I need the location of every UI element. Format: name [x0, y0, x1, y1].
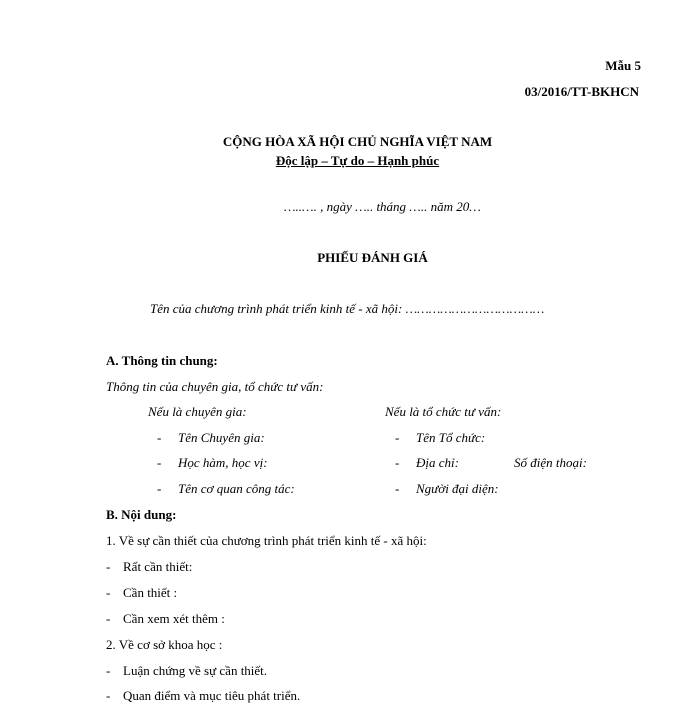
- motto: Độc lập – Tự do – Hạnh phúc: [275, 153, 440, 168]
- section-b-item-1: 1. Về sự cần thiết của chương trình phát triển kinh tế - xã hội:: [106, 533, 427, 548]
- option-goals: Quan điểm và mục tiêu phát triển.: [123, 688, 301, 703]
- option-rationale: Luận chứng về sự cần thiết.: [123, 663, 268, 678]
- form-title: PHIẾU ĐÁNH GIÁ: [317, 250, 428, 265]
- list-bullet: -: [106, 585, 111, 600]
- list-bullet: -: [106, 663, 111, 678]
- section-b-heading: B. Nội dung:: [106, 507, 177, 522]
- expert-workplace-field: Tên cơ quan công tác:: [178, 481, 295, 496]
- org-representative-field: Người đại diện:: [416, 481, 499, 496]
- list-bullet: -: [395, 455, 400, 470]
- list-bullet: -: [395, 481, 400, 496]
- section-a-intro: Thông tin của chuyên gia, tổ chức tư vấn:: [106, 379, 324, 394]
- org-name-field: Tên Tổ chức:: [416, 430, 486, 445]
- option-review-further: Cần xem xét thêm :: [123, 611, 225, 626]
- list-bullet: -: [157, 481, 162, 496]
- expert-name-field: Tên Chuyên gia:: [178, 430, 265, 445]
- org-phone-field: Số điện thoại:: [514, 455, 587, 470]
- program-name-line: Tên của chương trình phát triển kinh tế - xã hội: ………………………………: [150, 301, 545, 316]
- circular-number: 03/2016/TT-BKHCN: [524, 84, 639, 99]
- list-bullet: -: [106, 611, 111, 626]
- form-number: Mẫu 5: [605, 58, 641, 73]
- option-necessary: Cần thiết :: [123, 585, 178, 600]
- expert-heading: Nếu là chuyên gia:: [148, 404, 247, 419]
- section-a-heading: A. Thông tin chung:: [106, 353, 218, 368]
- expert-degree-field: Học hàm, học vị:: [178, 455, 268, 470]
- list-bullet: -: [106, 559, 111, 574]
- list-bullet: -: [157, 455, 162, 470]
- country-title: CỘNG HÒA XÃ HỘI CHỦ NGHĨA VIỆT NAM: [222, 134, 493, 149]
- option-very-necessary: Rất cần thiết:: [123, 559, 193, 574]
- section-b-item-2: 2. Về cơ sở khoa học :: [106, 637, 223, 652]
- date-line: …..…. , ngày ….. tháng ….. năm 20…: [284, 199, 481, 214]
- list-bullet: -: [106, 688, 111, 703]
- list-bullet: -: [157, 430, 162, 445]
- org-address-field: Địa chỉ:: [416, 455, 459, 470]
- list-bullet: -: [395, 430, 400, 445]
- org-heading: Nếu là tổ chức tư vấn:: [385, 404, 502, 419]
